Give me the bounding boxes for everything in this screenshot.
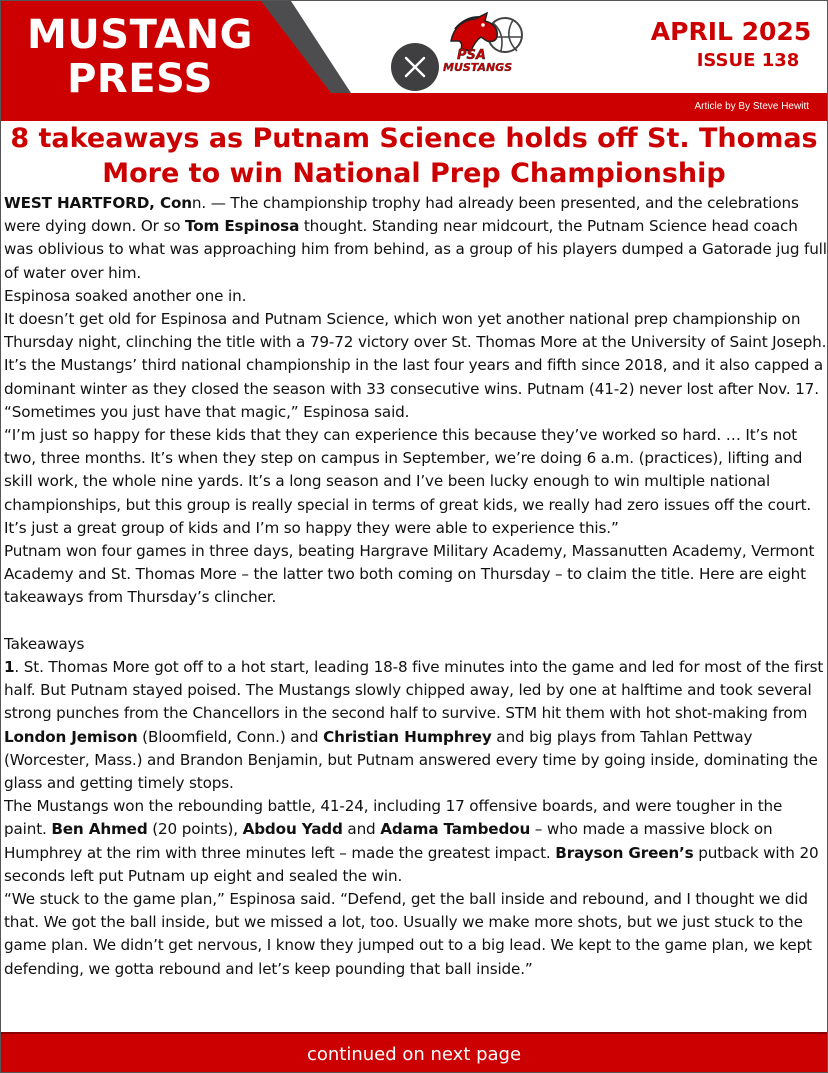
logo-top-text: PSA (457, 48, 486, 63)
header (1, 1, 827, 121)
masthead-title (15, 13, 265, 101)
bold-name: Adama Tambedou (380, 820, 531, 839)
section-heading: Takeaways (4, 634, 85, 653)
issue-number: ISSUE 138 (696, 50, 800, 71)
byline: Article by By Steve Hewitt (694, 101, 809, 112)
dateline: WEST HARTFORD, Con (4, 194, 192, 212)
paragraph-8: The Mustangs won the rebounding battle, 41-24, including 17 offensive boards, and were tougher in the paint. Ben Ahmed (20 points), Abdou Yadd and Adama Tambedou – who made a massive block on Humphrey at the rim with three minutes left – made the greatest impact. Brayson Green’s putback with 20 seconds left put Putnam up eight and sealed the win. (4, 797, 819, 885)
paragraph-6: Putnam won four games in three days, beating Hargrave Military Academy, Massanutten Academy, Vermont Academy and St. Thomas More – the latter two both coming on Thursday – to claim the title. Here are eight takeaways from Thursday’s clincher. (4, 542, 815, 607)
masthead-line-1: MUSTANG (26, 12, 254, 58)
paragraph-4: “Sometimes you just have that magic,” Espinosa said. (4, 402, 410, 421)
article-headline (1, 121, 827, 191)
paragraph-3: It doesn’t get old for Espinosa and Putnam Science, which won yet another national prep championship on Thursday night, clinching the title with a 79-72 victory over St. Thomas More at the University of Saint Joseph. It’s the Mustangs’ third national championship in the last four years and fifth since 2018, and it also capped a dominant winter as they closed the season with 33 consecutive wins. Putnam (41-2) never lost after Nov. 17. (4, 310, 827, 398)
mustang-horse-logo (441, 11, 533, 73)
headline-line-1: 8 takeaways as Putnam Science holds off St. Thomas (10, 123, 818, 154)
takeaway-number: 1 (4, 658, 15, 677)
paragraph-2: Espinosa soaked another one in. (4, 286, 247, 305)
bold-name: Brayson Green’s (555, 843, 694, 862)
continued-link[interactable]: continued on next page (306, 1043, 522, 1065)
bold-name: London Jemison (4, 727, 138, 746)
spacer (4, 610, 828, 633)
bold-name: Tom Espinosa (185, 217, 300, 236)
paragraph-7: 1. St. Thomas More got off to a hot start, leading 18-8 five minutes into the game and led for most of the first half. But Putnam stayed poised. The Mustangs slowly chipped away, led by one at halftime and took several strong punches from the Chancellors in the second half to survive. STM hit them with hot shot-making from London Jemison (Bloomfield, Conn.) and Christian Humphrey and big plays from Tahlan Pettway (Worcester, Mass.) and Brandon Benjamin, but Putnam answered every time by going inside, dominating the glass and getting timely stops. (4, 658, 824, 793)
article-body (4, 192, 828, 981)
bold-name: Ben Ahmed (51, 820, 148, 839)
close-icon (391, 43, 439, 91)
paragraph-1: WEST HARTFORD, Conn. — The championship trophy had already been presented, and the celebrations were dying down. Or so Tom Espinosa thought. Standing near midcourt, the Putnam Science head coach was oblivious to what was approaching him from behind, as a group of his players dumped a Gatorade jug full of water over him. (4, 194, 827, 282)
paragraph-5: “I’m just so happy for these kids that they can experience this because they’ve worked so hard. … It’s not two, three months. It’s when they step on campus in September, we’re doing 6 a.m. (practices), lifting and skill work, the whole nine yards. It’s a long season and I’ve been lucky enough to win multiple national championships, but this group is really special in terms of great kids, we really had zero issues off the court. It’s just a great group of kids and I’m so happy they were able to experience this.” (4, 426, 812, 537)
logo-bottom-text: MUSTANGS (443, 61, 513, 73)
close-button[interactable] (391, 43, 439, 91)
headline-line-2: More to win National Prep Championship (102, 158, 726, 189)
issue-date: APRIL 2025 (650, 17, 812, 46)
paragraph-9: “We stuck to the game plan,” Espinosa said. “Defend, get the ball inside and rebound, and I thought we did that. We got the ball inside, but we missed a lot, too. Usually we make more shots, but we just stuck to the game plan. We didn’t get nervous, I know they jumped out to a big lead. We kept to the game plan, we kept defending, we gotta rebound and let’s keep pounding that ball inside.” (4, 890, 812, 978)
masthead-line-2: PRESS (67, 56, 213, 102)
bold-name: Christian Humphrey (323, 727, 492, 746)
continued-footer[interactable] (1, 1032, 827, 1073)
bold-name: Abdou Yadd (242, 820, 343, 839)
